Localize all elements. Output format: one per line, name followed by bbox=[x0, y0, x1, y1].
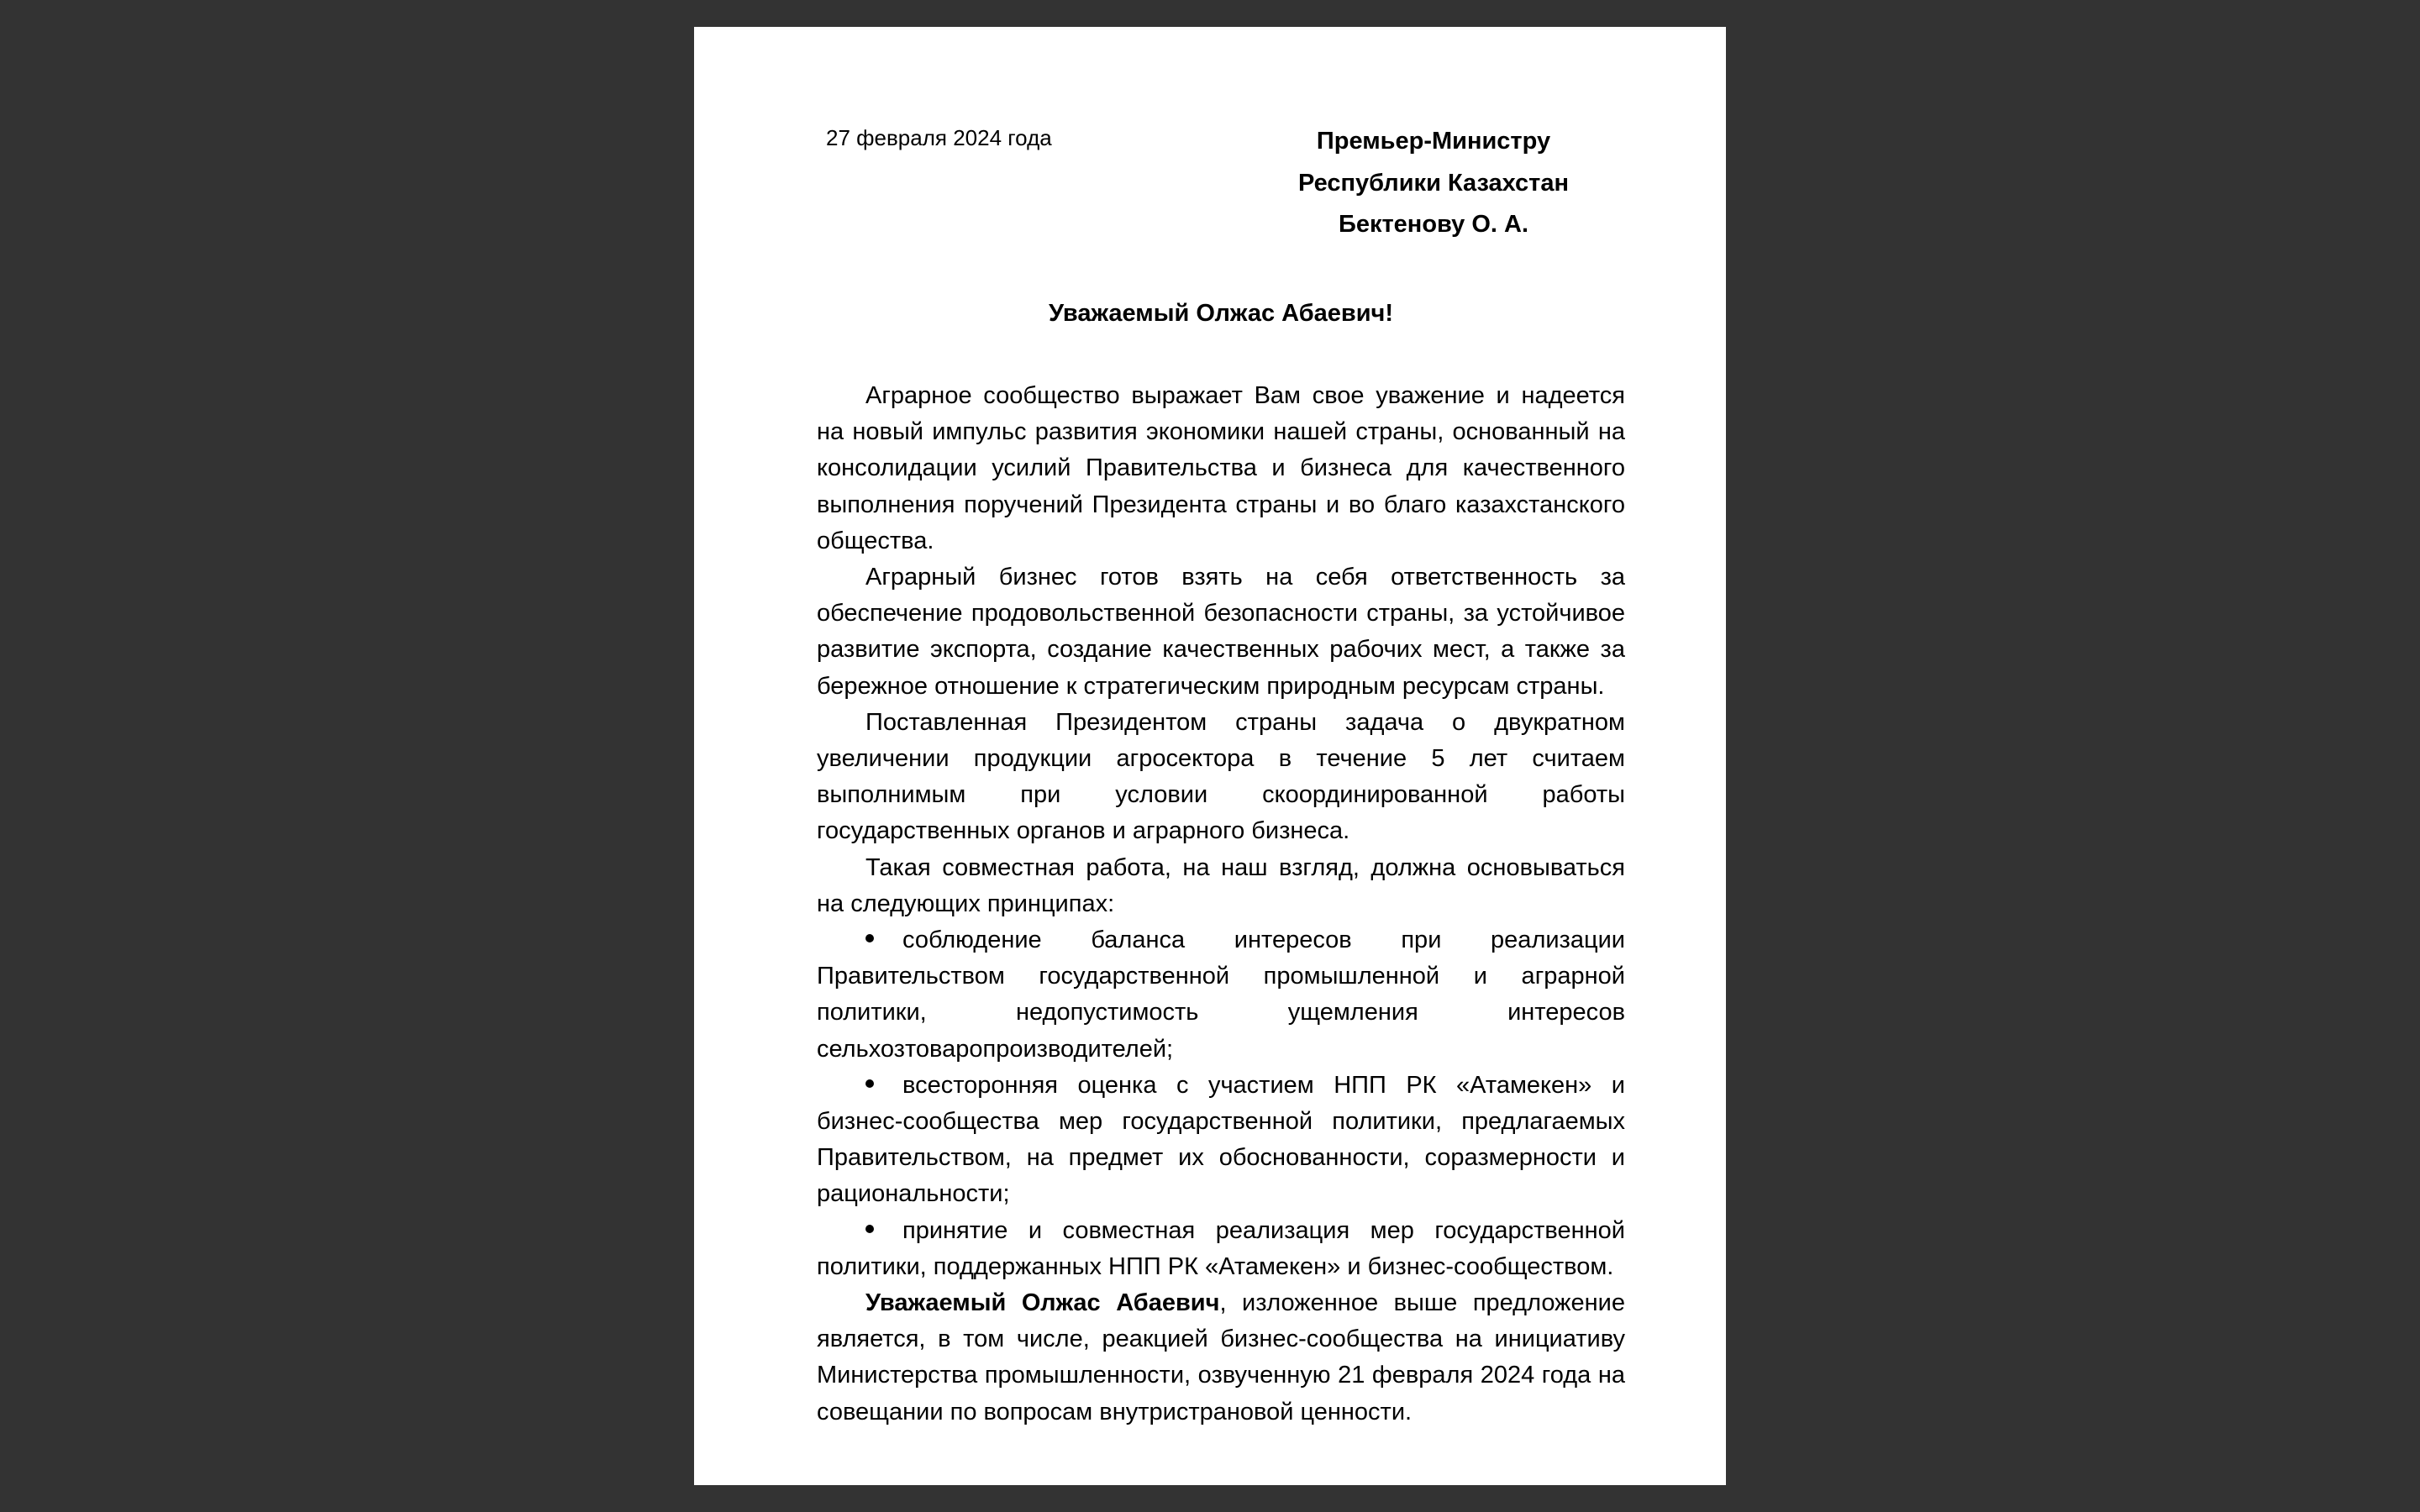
closing-paragraph bbox=[817, 1285, 1625, 1431]
body-paragraph: Поставленная Президентом страны задача о двукратном увеличении продукции агросектора в течение 5 лет считаем выполнимым при условии скоординированной работы государственных органов и аграрного бизнеса. bbox=[817, 708, 1625, 845]
principle-text: соблюдение баланса интересов при реализации Правительством государственной промышленной и аграрной политики, недопустимость ущемления интересов сельхозтоваропроизводителей; bbox=[817, 927, 1625, 1063]
principle-item bbox=[817, 922, 1625, 1068]
letter-body bbox=[817, 378, 1625, 1431]
addressee-line: Бектенову О. А. bbox=[1338, 211, 1528, 238]
body-paragraph: Аграрный бизнес готов взять на себя ответственность за обеспечение продовольственной безопасности страны, за устойчивое развитие экспорта, создание качественных рабочих мест, а также за бережное отношение к стратегическим природным ресурсам страны. bbox=[817, 564, 1625, 700]
closing-salutation: Уважаемый Олжас Абаевич bbox=[865, 1289, 1220, 1317]
addressee-line: Республики Казахстан bbox=[1297, 169, 1570, 197]
bullet-icon bbox=[865, 1213, 902, 1249]
addressee-line: Премьер-Министру bbox=[1316, 128, 1551, 155]
closing-text: , изложенное выше предложение является, в том числе, реакцией бизнес-сообщества на инициативу Министерства промышленности, озвученную 21 февраля 2024 года на совещании по вопросам внутристрановой ценности. bbox=[817, 1289, 1625, 1425]
letter-date: 27 февраля 2024 года bbox=[826, 125, 1052, 150]
principle-item bbox=[817, 1068, 1625, 1213]
bullet-icon bbox=[865, 1068, 902, 1104]
principle-item bbox=[817, 1213, 1625, 1285]
document-page bbox=[694, 27, 1726, 1485]
principle-text: принятие и совместная реализация мер государственной политики, поддержанных НПП РК «Атамекен» и бизнес-сообществом. bbox=[817, 1216, 1625, 1280]
body-paragraph: Такая совместная работа, на наш взгляд, должна основываться на следующих принципах: bbox=[817, 853, 1625, 917]
principle-text: всесторонняя оценка с участием НПП РК «Атамекен» и бизнес-сообщества мер государственной политики, предлагаемых Правительством, на предмет их обоснованности, соразмерности и рациональности; bbox=[817, 1071, 1625, 1208]
salutation: Уважаемый Олжас Абаевич! bbox=[1048, 300, 1394, 327]
bullet-icon bbox=[865, 922, 902, 958]
body-paragraph: Аграрное сообщество выражает Вам свое уважение и надеется на новый импульс развития экономики нашей страны, основанный на консолидации усилий Правительства и бизнеса для качественного выполнения поручений Президента страны и во благо казахстанского общества. bbox=[817, 382, 1625, 554]
addressee-block bbox=[1282, 121, 1585, 246]
